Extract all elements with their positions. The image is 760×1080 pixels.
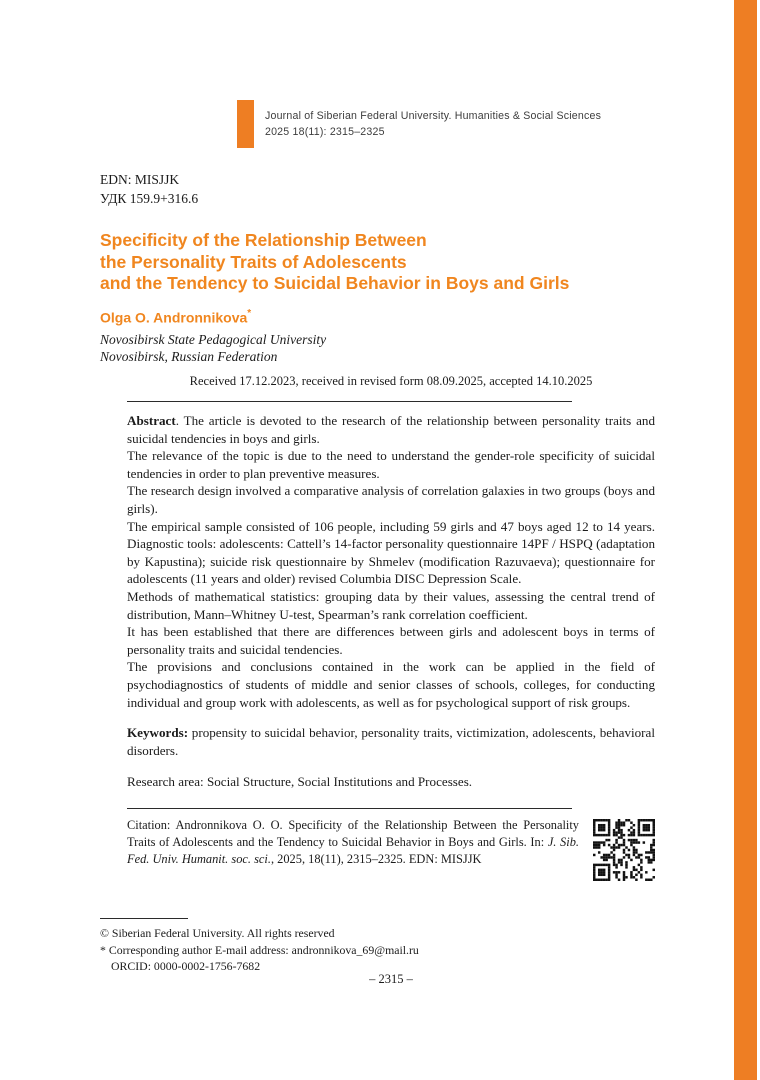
abstract-paragraph: Methods of mathematical statistics: grouping data by their values, assessing the central trend of distribution, Mann–Whitney U-test, Spearman’s rank correlation coefficient.	[127, 588, 655, 622]
article-identifiers	[100, 170, 198, 208]
header-accent-block	[237, 100, 254, 148]
abstract-paragraph: The research design involved a comparative analysis of correlation galaxies in two groups (boys and girls).	[127, 483, 655, 516]
keywords-text: propensity to suicidal behavior, personality traits, victimization, adolescents, behavioral disorders.	[127, 725, 655, 758]
affiliation-line: Novosibirsk, Russian Federation	[100, 349, 278, 365]
paper-title	[100, 230, 640, 295]
citation-before-journal: Citation: Andronnikova O. O. Specificity of the Relationship Between the Personality Traits of Adolescents and the Tendency to Suicidal Behavior in Boys and Girls. In:	[127, 817, 579, 849]
page-number: – 2315 –	[369, 972, 413, 986]
abstract-paragraph	[127, 412, 655, 447]
journal-issue: 2025 18(11): 2315–2325	[265, 126, 385, 138]
keywords-label: Keywords:	[127, 725, 189, 741]
citation-text	[127, 817, 579, 868]
author-name-line	[100, 308, 640, 327]
abstract-paragraph: It has been established that there are differences between girls and adolescent boys in terms of personality traits and suicidal tendencies.	[127, 624, 655, 657]
abstract-top-rule	[127, 401, 572, 402]
abstract-label: Abstract	[127, 413, 176, 428]
author-affiliation	[100, 331, 640, 365]
udk-code: УДК 159.9+316.6	[100, 191, 199, 206]
affiliation-line: Novosibirsk State Pedagogical University	[100, 332, 327, 348]
citation-top-rule	[127, 808, 572, 809]
paper-title-line: and the Tendency to Suicidal Behavior in Boys and Girls	[100, 273, 570, 293]
corresponding-author-line: * Corresponding author E-mail address: andronnikova_69@mail.ru	[100, 942, 419, 957]
main-column	[127, 374, 655, 881]
edn-code: EDN: MISJJK	[100, 172, 180, 187]
footnotes	[100, 918, 655, 975]
orcid-line: ORCID: 0000-0002-1756-7682	[111, 959, 261, 973]
citation-after-journal: , 2025, 18(11), 2315–2325. EDN: MISJJK	[270, 851, 482, 866]
received-dates: Received 17.12.2023, received in revised form 08.09.2025, accepted 14.10.2025	[189, 374, 593, 388]
author-name: Olga O. Andronnikova	[100, 309, 248, 326]
copyright-line: © Siberian Federal University. All rights reserved	[100, 926, 335, 940]
abstract-paragraph: The relevance of the topic is due to the need to understand the gender-role specificity of suicidal tendencies in order to plan preventive measures.	[127, 448, 655, 481]
journal-name: Journal of Siberian Federal University. Humanities & Social Sciences	[265, 110, 602, 122]
citation-journal-abbrev: J. Sib. Fed. Univ. Humanit. soc. sci.	[127, 834, 579, 866]
citation-block	[127, 817, 655, 881]
abstract-paragraph: The empirical sample consisted of 106 people, including 59 girls and 47 boys aged 12 to 14 years. Diagnostic tools: adolescents: Cattell’s 14-factor personality questionnaire 14PF / HSPQ (adaptation by Kapustina); suicide risk questionnaire by Shmelev (modification Razuvaeva); questionnaire for adolescents (11 years and older) revised Columbia DISC Depression Scale.	[127, 518, 655, 587]
abstract-paragraph: The provisions and conclusions contained in the work can be applied in the field of psychodiagnostics of students of middle and senior classes of schools, colleges, for conducting individual and group work with adolescents, as well as for psychological support of risk groups.	[127, 659, 655, 710]
qr-code	[593, 819, 655, 881]
abstract-paragraphs	[127, 447, 655, 711]
abstract-lead-text: . The article is devoted to the research of the relationship between personality traits and suicidal tendencies in boys and girls.	[127, 413, 655, 446]
abstract-section	[127, 412, 655, 711]
keywords-line	[127, 724, 655, 759]
footnote-rule	[100, 918, 188, 919]
paper-title-line: Specificity of the Relationship Between	[100, 230, 427, 250]
journal-header	[265, 108, 685, 140]
research-area-line: Research area: Social Structure, Social Institutions and Processes.	[127, 774, 473, 790]
paper-title-line: the Personality Traits of Adolescents	[100, 251, 407, 272]
corresponding-author-mark: *	[247, 308, 252, 319]
author-block	[100, 308, 640, 365]
right-accent-bar	[734, 0, 757, 1080]
